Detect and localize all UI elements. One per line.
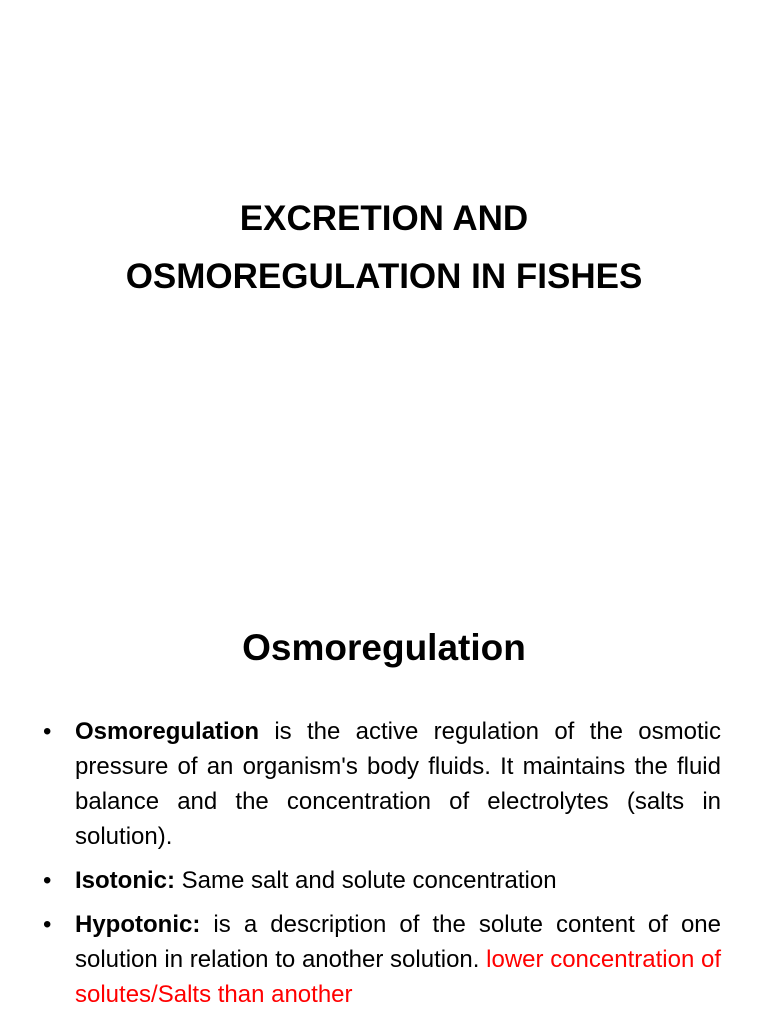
slide-title-line-2: OSMOREGULATION IN FISHES <box>125 257 643 296</box>
bullet-text: is the active regulation of the osmotic pressure of an organism's body fluids. It maintains the fluid balance and the concentration of electrolytes (salts in solution). <box>75 718 721 850</box>
section-heading: Osmoregulation <box>242 627 526 668</box>
bullet-term: Hypotonic: <box>75 911 201 938</box>
bullet-hypotonic <box>43 907 721 1012</box>
bullet-list <box>43 714 721 1021</box>
bullet-text: Same salt and solute concentration <box>175 867 557 894</box>
slide-title <box>0 190 768 306</box>
slide-title-line-1: EXCRETION AND <box>239 199 529 238</box>
bullet-highlight-text: lower concentration of solutes/Salts than another <box>75 946 722 1008</box>
bullet-text: is a description of the solute content of one solution in relation to another solution. <box>75 911 721 973</box>
bullet-osmoregulation <box>43 714 721 854</box>
bullet-term: Osmoregulation <box>75 718 260 745</box>
bullet-isotonic <box>43 863 721 898</box>
bullet-term: Isotonic: <box>75 867 175 894</box>
